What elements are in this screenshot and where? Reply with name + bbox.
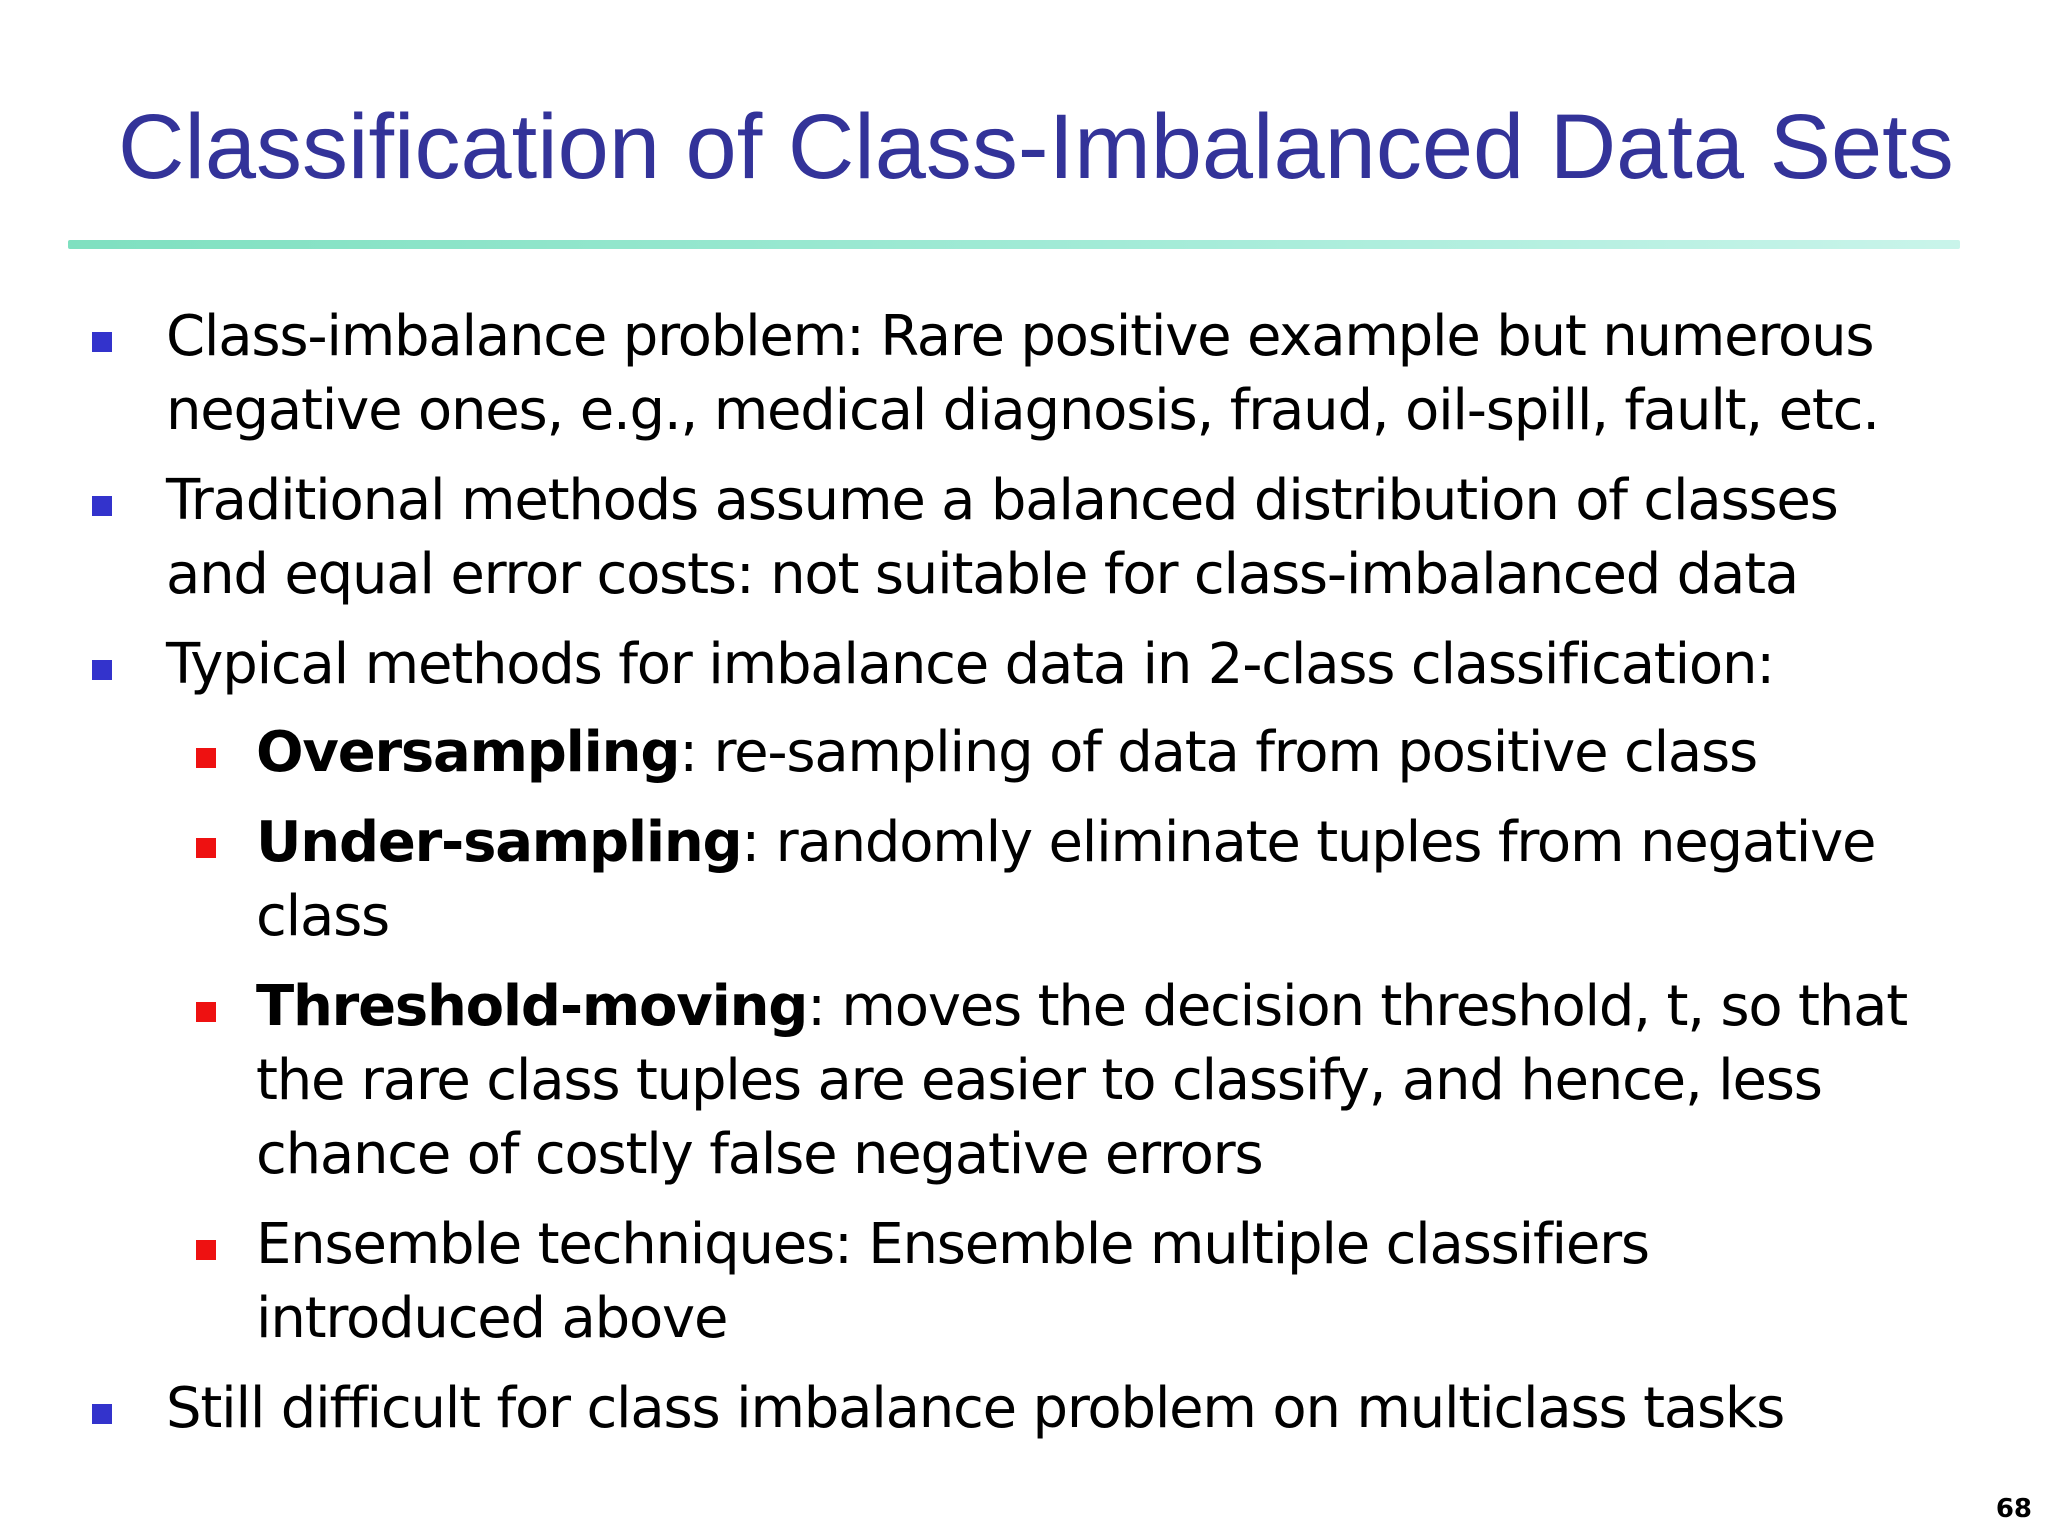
term-oversampling: Oversampling [256, 720, 680, 785]
square-bullet-icon [196, 1002, 216, 1022]
sub-bullet-threshold-moving-text: : moves the decision threshold, t, so that the rare class tuples are easier to classify, and hence, less chance of costly false negative errors [256, 974, 1907, 1187]
square-bullet-icon [92, 660, 112, 680]
square-bullet-icon [196, 838, 216, 858]
bullet-traditional-methods: Traditional methods assume a balanced distribution of classes and equal error costs: not suitable for class-imbalanced data [166, 468, 1838, 607]
sub-bullet-ensemble-text: Ensemble techniques: Ensemble multiple classifiers introduced above [256, 1212, 1649, 1351]
sub-bullet-oversampling [256, 716, 1946, 790]
term-under-sampling: Under-sampling [256, 810, 742, 875]
square-bullet-icon [196, 748, 216, 768]
term-threshold-moving: Threshold-moving [256, 974, 808, 1039]
slide-title: Classification of Class-Imbalanced Data Sets [118, 96, 1954, 198]
square-bullet-icon [92, 332, 112, 352]
page-number: 68 [1995, 1494, 2032, 1524]
bullet-still-difficult: Still difficult for class imbalance problem on multiclass tasks [166, 1376, 1785, 1441]
square-bullet-icon [92, 1404, 112, 1424]
sub-bullet-ensemble-techniques [256, 1208, 1946, 1356]
square-bullet-icon [92, 496, 112, 516]
bullet-typical-methods: Typical methods for imbalance data in 2-class classification: [166, 632, 1774, 697]
sub-bullet-threshold-moving [256, 970, 1946, 1192]
sub-bullet-oversampling-text: : re-sampling of data from positive class [679, 720, 1757, 785]
bullet-class-imbalance-problem: Class-imbalance problem: Rare positive example but numerous negative ones, e.g., medical diagnosis, fraud, oil-spill, fault, etc. [166, 304, 1879, 443]
square-bullet-icon [196, 1240, 216, 1260]
sub-bullet-under-sampling-text: : randomly eliminate tuples from negative class [256, 810, 1876, 949]
sub-bullet-under-sampling [256, 806, 1946, 954]
